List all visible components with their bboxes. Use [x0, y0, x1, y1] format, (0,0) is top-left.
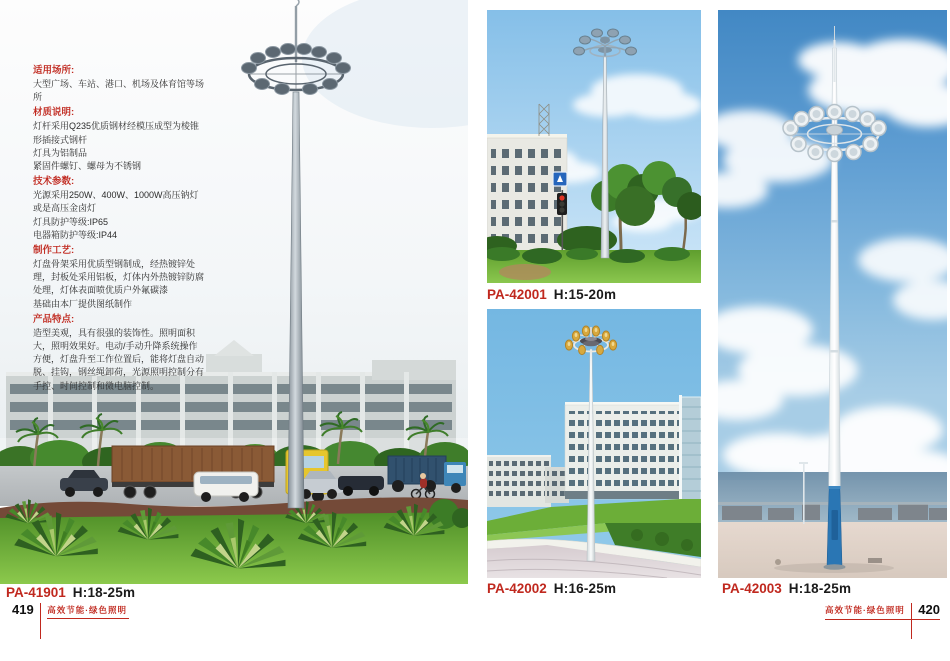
photo-pa42003-sky-scene	[718, 10, 947, 578]
info-text: 灯杆采用Q235优质钢材经模压成型为棱锥形插接式钢杆	[33, 121, 200, 145]
info-text: 大型广场、车站、港口、机场及体育馆等场所	[33, 79, 205, 103]
page-number-left: 419	[12, 602, 34, 617]
product-label-pa42002	[487, 581, 616, 596]
info-heading-material: 材质说明:	[33, 107, 75, 119]
footer-right	[825, 603, 940, 620]
product-code: PA-41901	[6, 585, 66, 600]
product-label-pa41901	[6, 585, 135, 600]
product-code: PA-42001	[487, 287, 547, 302]
footer-right-group	[825, 603, 940, 620]
info-text: 紧固件螺钉、螺母为不锈钢	[33, 161, 142, 172]
photo-pa42001-plaza-scene	[487, 10, 701, 283]
product-height: H:18-25m	[72, 585, 136, 600]
info-text: 电器箱防护等级:IP44	[33, 229, 118, 240]
product-code: PA-42002	[487, 581, 547, 596]
product-info-panel	[33, 62, 205, 393]
info-heading-specs: 技术参数:	[33, 176, 75, 188]
page-number-right: 420	[918, 602, 940, 617]
info-text: 灯具为铝制品	[33, 147, 88, 158]
ground	[487, 247, 701, 283]
base-access-door	[832, 510, 839, 540]
product-label-pa42003	[722, 581, 851, 596]
info-text: 造型美观，具有很强的装饰性。照明面积大，照明效果好。电动/手动升降系统操作方便，灯盘升至工作位置后，能将灯盘自动脱、挂钩，钢丝绳卸荷，光源照明控制分有手控、时间控制和微电脑控制。	[33, 327, 205, 391]
info-text: 光源采用250W、400W、1000W高压钠灯或是高压金卤灯	[33, 190, 199, 214]
product-height: H:16-25m	[553, 581, 617, 596]
product-height: H:15-20m	[553, 287, 617, 302]
footer-slogan: 高效节能·绿色照明	[47, 603, 129, 619]
photo-pa42002-campus-scene	[487, 309, 701, 578]
info-text: 灯盘骨架采用优质型钢制成，经热镀锌处理，封板处采用铝板，灯体内外热镀锌防腐处理，灯体表面喷优质户外氟碳漆	[33, 259, 205, 296]
info-text: 灯具防护等级:IP65	[33, 216, 109, 227]
hedge-and-lawn	[0, 497, 468, 584]
footer-left	[12, 603, 129, 639]
product-code: PA-42003	[722, 581, 782, 596]
product-label-pa42001	[487, 287, 616, 302]
info-heading-features: 产品特点:	[33, 313, 75, 325]
info-heading-places: 适用场所:	[33, 65, 75, 76]
footer-slogan: 高效节能·绿色照明	[824, 605, 905, 615]
footer-divider-line	[911, 603, 913, 639]
product-height: H:18-25m	[788, 581, 852, 596]
footer-divider-line	[40, 603, 42, 639]
info-heading-process: 制作工艺:	[33, 245, 75, 257]
info-text: 基础由本厂提供图纸制作	[33, 298, 133, 309]
